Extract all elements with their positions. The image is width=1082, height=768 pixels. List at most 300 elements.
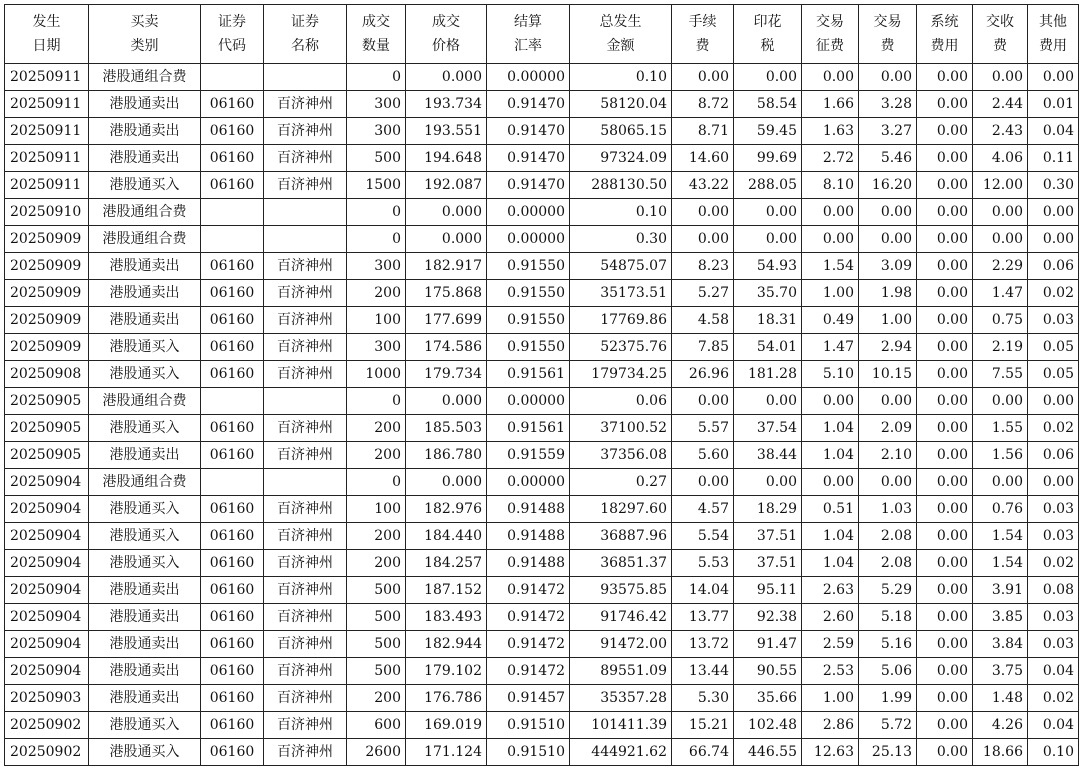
cell-commission: 14.04 (672, 577, 734, 604)
cell-security-name: 百济神州 (264, 361, 347, 388)
cell-date: 20250908 (5, 361, 89, 388)
cell-total-amount: 58065.15 (570, 118, 672, 145)
cell-transaction-levy: 1.00 (802, 685, 859, 712)
cell-commission: 8.71 (672, 118, 734, 145)
cell-system-fee: 0.00 (917, 658, 973, 685)
cell-security-name (264, 469, 347, 496)
cell-total-amount: 54875.07 (570, 253, 672, 280)
cell-total-amount: 288130.50 (570, 172, 672, 199)
cell-total-amount: 35173.51 (570, 280, 672, 307)
cell-security-code: 06160 (201, 361, 264, 388)
cell-price: 179.102 (406, 658, 487, 685)
cell-security-code: 06160 (201, 91, 264, 118)
cell-security-code: 06160 (201, 496, 264, 523)
header-label-line: 总发生 (599, 14, 642, 30)
cell-system-fee: 0.00 (917, 64, 973, 91)
cell-system-fee: 0.00 (917, 604, 973, 631)
cell-commission: 7.85 (672, 334, 734, 361)
cell-other-fee: 0.30 (1028, 172, 1079, 199)
cell-total-amount: 37100.52 (570, 415, 672, 442)
cell-quantity: 0 (347, 469, 406, 496)
cell-exchange-rate: 0.91550 (487, 253, 570, 280)
header-label-line: 印花 (753, 14, 782, 30)
cell-total-amount: 89551.09 (570, 658, 672, 685)
cell-transaction-levy: 2.59 (802, 631, 859, 658)
cell-transaction-levy: 1.04 (802, 415, 859, 442)
header-row (5, 5, 1079, 64)
cell-total-amount: 0.10 (570, 199, 672, 226)
cell-settlement-fee: 0.00 (973, 226, 1028, 253)
cell-quantity: 0 (347, 64, 406, 91)
cell-trading-fee: 16.20 (859, 172, 917, 199)
cell-transaction-levy: 0.00 (802, 64, 859, 91)
cell-trade-type: 港股通卖出 (89, 685, 201, 712)
cell-security-code: 06160 (201, 523, 264, 550)
cell-trading-fee: 0.00 (859, 199, 917, 226)
header-price (406, 5, 487, 64)
cell-total-amount: 58120.04 (570, 91, 672, 118)
cell-quantity: 1000 (347, 361, 406, 388)
cell-transaction-levy: 0.51 (802, 496, 859, 523)
cell-quantity: 200 (347, 280, 406, 307)
cell-other-fee: 0.02 (1028, 415, 1079, 442)
cell-trade-type: 港股通买入 (89, 361, 201, 388)
cell-commission: 5.60 (672, 442, 734, 469)
cell-quantity: 300 (347, 334, 406, 361)
cell-system-fee: 0.00 (917, 415, 973, 442)
cell-transaction-levy: 1.04 (802, 442, 859, 469)
cell-settlement-fee: 1.48 (973, 685, 1028, 712)
cell-settlement-fee: 0.76 (973, 496, 1028, 523)
cell-other-fee: 0.08 (1028, 577, 1079, 604)
header-label-line: 类别 (130, 38, 159, 54)
cell-commission: 5.57 (672, 415, 734, 442)
cell-total-amount: 0.27 (570, 469, 672, 496)
cell-transaction-levy: 1.00 (802, 280, 859, 307)
cell-transaction-levy: 2.86 (802, 712, 859, 739)
cell-stamp-duty: 446.55 (734, 739, 802, 766)
cell-commission: 14.60 (672, 145, 734, 172)
cell-total-amount: 36887.96 (570, 523, 672, 550)
cell-trade-type: 港股通买入 (89, 172, 201, 199)
cell-settlement-fee: 1.54 (973, 550, 1028, 577)
cell-transaction-levy: 0.49 (802, 307, 859, 334)
trade-table-container (4, 4, 1079, 766)
cell-trading-fee: 5.46 (859, 145, 917, 172)
cell-security-name: 百济神州 (264, 739, 347, 766)
cell-other-fee: 0.04 (1028, 118, 1079, 145)
cell-security-name: 百济神州 (264, 577, 347, 604)
cell-other-fee: 0.11 (1028, 145, 1079, 172)
cell-other-fee: 0.00 (1028, 388, 1079, 415)
cell-commission: 0.00 (672, 388, 734, 415)
cell-price: 0.000 (406, 64, 487, 91)
cell-security-name: 百济神州 (264, 658, 347, 685)
cell-commission: 8.23 (672, 253, 734, 280)
header-label-line: 费 (880, 38, 895, 54)
header-trading-fee (859, 5, 917, 64)
cell-exchange-rate: 0.91561 (487, 415, 570, 442)
cell-security-code: 06160 (201, 739, 264, 766)
cell-price: 182.917 (406, 253, 487, 280)
cell-date: 20250904 (5, 523, 89, 550)
cell-security-code (201, 64, 264, 91)
header-label-line: 成交 (432, 14, 460, 30)
cell-security-name: 百济神州 (264, 253, 347, 280)
cell-security-name (264, 226, 347, 253)
cell-quantity: 300 (347, 118, 406, 145)
cell-settlement-fee: 2.29 (973, 253, 1028, 280)
cell-price: 186.780 (406, 442, 487, 469)
table-row (5, 577, 1079, 604)
cell-date: 20250904 (5, 469, 89, 496)
cell-other-fee: 0.03 (1028, 631, 1079, 658)
cell-exchange-rate: 0.91472 (487, 604, 570, 631)
cell-other-fee: 0.04 (1028, 712, 1079, 739)
table-row (5, 712, 1079, 739)
cell-price: 179.734 (406, 361, 487, 388)
cell-stamp-duty: 38.44 (734, 442, 802, 469)
cell-system-fee: 0.00 (917, 118, 973, 145)
cell-quantity: 100 (347, 307, 406, 334)
cell-trading-fee: 0.00 (859, 469, 917, 496)
table-row (5, 442, 1079, 469)
cell-security-code: 06160 (201, 550, 264, 577)
cell-other-fee: 0.02 (1028, 685, 1079, 712)
cell-settlement-fee: 0.00 (973, 388, 1028, 415)
cell-stamp-duty: 99.69 (734, 145, 802, 172)
cell-stamp-duty: 0.00 (734, 199, 802, 226)
cell-commission: 43.22 (672, 172, 734, 199)
cell-settlement-fee: 4.06 (973, 145, 1028, 172)
cell-security-code (201, 469, 264, 496)
cell-stamp-duty: 91.47 (734, 631, 802, 658)
cell-security-name (264, 388, 347, 415)
cell-security-code: 06160 (201, 631, 264, 658)
cell-security-name: 百济神州 (264, 550, 347, 577)
cell-trade-type: 港股通卖出 (89, 253, 201, 280)
cell-stamp-duty: 0.00 (734, 64, 802, 91)
cell-transaction-levy: 5.10 (802, 361, 859, 388)
cell-quantity: 0 (347, 226, 406, 253)
cell-other-fee: 0.00 (1028, 199, 1079, 226)
cell-commission: 5.27 (672, 280, 734, 307)
cell-total-amount: 0.30 (570, 226, 672, 253)
cell-security-name: 百济神州 (264, 631, 347, 658)
cell-total-amount: 91746.42 (570, 604, 672, 631)
table-row (5, 496, 1079, 523)
cell-other-fee: 0.02 (1028, 550, 1079, 577)
cell-trading-fee: 2.10 (859, 442, 917, 469)
cell-commission: 4.57 (672, 496, 734, 523)
cell-price: 175.868 (406, 280, 487, 307)
cell-commission: 0.00 (672, 226, 734, 253)
cell-exchange-rate: 0.91472 (487, 631, 570, 658)
cell-date: 20250904 (5, 577, 89, 604)
header-label-line: 手续 (688, 14, 717, 30)
cell-price: 0.000 (406, 226, 487, 253)
cell-trading-fee: 3.28 (859, 91, 917, 118)
cell-other-fee: 0.04 (1028, 658, 1079, 685)
cell-transaction-levy: 0.00 (802, 226, 859, 253)
cell-commission: 5.54 (672, 523, 734, 550)
cell-stamp-duty: 90.55 (734, 658, 802, 685)
cell-quantity: 500 (347, 631, 406, 658)
cell-settlement-fee: 3.85 (973, 604, 1028, 631)
cell-total-amount: 37356.08 (570, 442, 672, 469)
cell-stamp-duty: 288.05 (734, 172, 802, 199)
header-total-amount (570, 5, 672, 64)
cell-trade-type: 港股通组合费 (89, 199, 201, 226)
cell-trade-type: 港股通卖出 (89, 658, 201, 685)
cell-trade-type: 港股通卖出 (89, 145, 201, 172)
table-row (5, 64, 1079, 91)
header-label-line: 费用 (1039, 38, 1067, 54)
cell-security-name: 百济神州 (264, 442, 347, 469)
cell-exchange-rate: 0.91488 (487, 496, 570, 523)
header-other-fee (1028, 5, 1079, 64)
cell-trade-type: 港股通买入 (89, 334, 201, 361)
header-label-line: 买卖 (130, 14, 159, 30)
table-row (5, 604, 1079, 631)
header-label-line: 日期 (32, 38, 61, 54)
cell-total-amount: 93575.85 (570, 577, 672, 604)
cell-transaction-levy: 12.63 (802, 739, 859, 766)
header-label-line: 价格 (432, 38, 460, 54)
cell-commission: 8.72 (672, 91, 734, 118)
cell-security-name: 百济神州 (264, 334, 347, 361)
cell-quantity: 500 (347, 145, 406, 172)
cell-other-fee: 0.00 (1028, 226, 1079, 253)
cell-quantity: 1500 (347, 172, 406, 199)
table-row (5, 172, 1079, 199)
cell-total-amount: 52375.76 (570, 334, 672, 361)
cell-trading-fee: 5.06 (859, 658, 917, 685)
header-label-line: 费 (993, 38, 1007, 54)
cell-quantity: 200 (347, 415, 406, 442)
cell-commission: 26.96 (672, 361, 734, 388)
cell-security-code: 06160 (201, 685, 264, 712)
header-label-line: 汇率 (514, 38, 542, 54)
cell-quantity: 500 (347, 604, 406, 631)
cell-security-name: 百济神州 (264, 172, 347, 199)
cell-stamp-duty: 102.48 (734, 712, 802, 739)
cell-trade-type: 港股通买入 (89, 712, 201, 739)
cell-stamp-duty: 37.51 (734, 550, 802, 577)
cell-security-code (201, 226, 264, 253)
cell-settlement-fee: 4.26 (973, 712, 1028, 739)
cell-date: 20250911 (5, 91, 89, 118)
cell-total-amount: 444921.62 (570, 739, 672, 766)
cell-stamp-duty: 181.28 (734, 361, 802, 388)
cell-stamp-duty: 0.00 (734, 388, 802, 415)
cell-exchange-rate: 0.00000 (487, 64, 570, 91)
cell-total-amount: 97324.09 (570, 145, 672, 172)
cell-transaction-levy: 1.66 (802, 91, 859, 118)
cell-commission: 13.72 (672, 631, 734, 658)
cell-security-code: 06160 (201, 658, 264, 685)
cell-stamp-duty: 18.31 (734, 307, 802, 334)
cell-trade-type: 港股通买入 (89, 523, 201, 550)
cell-stamp-duty: 35.70 (734, 280, 802, 307)
header-security-code (201, 5, 264, 64)
cell-transaction-levy: 1.04 (802, 523, 859, 550)
cell-other-fee: 0.05 (1028, 334, 1079, 361)
cell-trading-fee: 2.08 (859, 523, 917, 550)
cell-settlement-fee: 3.75 (973, 658, 1028, 685)
table-row (5, 550, 1079, 577)
table-row (5, 361, 1079, 388)
cell-date: 20250902 (5, 739, 89, 766)
header-transaction-levy (802, 5, 859, 64)
cell-date: 20250902 (5, 712, 89, 739)
cell-security-code: 06160 (201, 253, 264, 280)
header-label-line: 征费 (816, 38, 844, 54)
cell-exchange-rate: 0.91488 (487, 550, 570, 577)
cell-settlement-fee: 2.19 (973, 334, 1028, 361)
cell-exchange-rate: 0.00000 (487, 469, 570, 496)
cell-settlement-fee: 1.55 (973, 415, 1028, 442)
cell-stamp-duty: 59.45 (734, 118, 802, 145)
cell-price: 194.648 (406, 145, 487, 172)
cell-commission: 15.21 (672, 712, 734, 739)
cell-settlement-fee: 7.55 (973, 361, 1028, 388)
header-security-name (264, 5, 347, 64)
cell-security-name: 百济神州 (264, 280, 347, 307)
table-row (5, 253, 1079, 280)
cell-price: 184.257 (406, 550, 487, 577)
cell-quantity: 300 (347, 91, 406, 118)
header-label-line: 成交 (362, 14, 390, 30)
cell-system-fee: 0.00 (917, 334, 973, 361)
cell-other-fee: 0.00 (1028, 64, 1079, 91)
cell-trade-type: 港股通卖出 (89, 442, 201, 469)
cell-system-fee: 0.00 (917, 388, 973, 415)
cell-commission: 0.00 (672, 469, 734, 496)
header-date (5, 5, 89, 64)
cell-quantity: 0 (347, 199, 406, 226)
cell-quantity: 500 (347, 577, 406, 604)
cell-trade-type: 港股通买入 (89, 496, 201, 523)
cell-trading-fee: 1.99 (859, 685, 917, 712)
cell-trading-fee: 5.29 (859, 577, 917, 604)
header-label-line: 费用 (930, 38, 959, 54)
cell-security-name: 百济神州 (264, 307, 347, 334)
cell-system-fee: 0.00 (917, 496, 973, 523)
cell-trading-fee: 2.08 (859, 550, 917, 577)
table-row (5, 199, 1079, 226)
cell-total-amount: 18297.60 (570, 496, 672, 523)
cell-security-code: 06160 (201, 118, 264, 145)
cell-date: 20250909 (5, 307, 89, 334)
trade-records-table (4, 4, 1079, 766)
table-body (5, 64, 1079, 766)
cell-security-code: 06160 (201, 145, 264, 172)
cell-date: 20250904 (5, 658, 89, 685)
cell-commission: 13.44 (672, 658, 734, 685)
cell-date: 20250904 (5, 550, 89, 577)
cell-transaction-levy: 1.47 (802, 334, 859, 361)
cell-exchange-rate: 0.00000 (487, 388, 570, 415)
cell-price: 182.976 (406, 496, 487, 523)
cell-date: 20250905 (5, 388, 89, 415)
table-row (5, 118, 1079, 145)
cell-stamp-duty: 18.29 (734, 496, 802, 523)
header-label-line: 结算 (514, 14, 542, 30)
cell-exchange-rate: 0.91470 (487, 172, 570, 199)
cell-trading-fee: 1.98 (859, 280, 917, 307)
cell-trading-fee: 2.94 (859, 334, 917, 361)
cell-system-fee: 0.00 (917, 712, 973, 739)
cell-other-fee: 0.03 (1028, 496, 1079, 523)
cell-system-fee: 0.00 (917, 307, 973, 334)
cell-exchange-rate: 0.91559 (487, 442, 570, 469)
cell-stamp-duty: 0.00 (734, 469, 802, 496)
header-label-line: 系统 (930, 14, 959, 30)
cell-trade-type: 港股通组合费 (89, 469, 201, 496)
cell-system-fee: 0.00 (917, 685, 973, 712)
cell-transaction-levy: 0.00 (802, 388, 859, 415)
cell-transaction-levy: 2.72 (802, 145, 859, 172)
cell-date: 20250909 (5, 226, 89, 253)
cell-stamp-duty: 37.51 (734, 523, 802, 550)
cell-trading-fee: 2.09 (859, 415, 917, 442)
table-row (5, 307, 1079, 334)
cell-date: 20250909 (5, 253, 89, 280)
cell-security-name: 百济神州 (264, 523, 347, 550)
header-label-line: 金额 (606, 38, 635, 54)
cell-security-code: 06160 (201, 604, 264, 631)
cell-settlement-fee: 12.00 (973, 172, 1028, 199)
cell-trading-fee: 0.00 (859, 64, 917, 91)
table-row (5, 658, 1079, 685)
table-row (5, 523, 1079, 550)
cell-date: 20250905 (5, 415, 89, 442)
cell-trading-fee: 5.18 (859, 604, 917, 631)
cell-exchange-rate: 0.91550 (487, 307, 570, 334)
header-label-line: 费 (695, 38, 710, 54)
cell-stamp-duty: 95.11 (734, 577, 802, 604)
cell-security-code: 06160 (201, 172, 264, 199)
cell-settlement-fee: 0.00 (973, 199, 1028, 226)
table-row (5, 631, 1079, 658)
cell-other-fee: 0.10 (1028, 739, 1079, 766)
cell-system-fee: 0.00 (917, 361, 973, 388)
cell-system-fee: 0.00 (917, 91, 973, 118)
cell-trading-fee: 3.09 (859, 253, 917, 280)
cell-trade-type: 港股通买入 (89, 550, 201, 577)
cell-transaction-levy: 2.63 (802, 577, 859, 604)
header-label-line: 交收 (986, 14, 1014, 30)
cell-security-name (264, 64, 347, 91)
cell-other-fee: 0.06 (1028, 253, 1079, 280)
cell-system-fee: 0.00 (917, 442, 973, 469)
cell-stamp-duty: 58.54 (734, 91, 802, 118)
cell-date: 20250904 (5, 496, 89, 523)
cell-security-name: 百济神州 (264, 604, 347, 631)
cell-quantity: 600 (347, 712, 406, 739)
cell-trade-type: 港股通组合费 (89, 388, 201, 415)
cell-price: 169.019 (406, 712, 487, 739)
table-row (5, 469, 1079, 496)
cell-settlement-fee: 2.44 (973, 91, 1028, 118)
cell-exchange-rate: 0.91510 (487, 712, 570, 739)
header-label-line: 数量 (362, 38, 390, 54)
cell-trade-type: 港股通买入 (89, 415, 201, 442)
cell-date: 20250903 (5, 685, 89, 712)
cell-settlement-fee: 3.91 (973, 577, 1028, 604)
cell-commission: 5.53 (672, 550, 734, 577)
